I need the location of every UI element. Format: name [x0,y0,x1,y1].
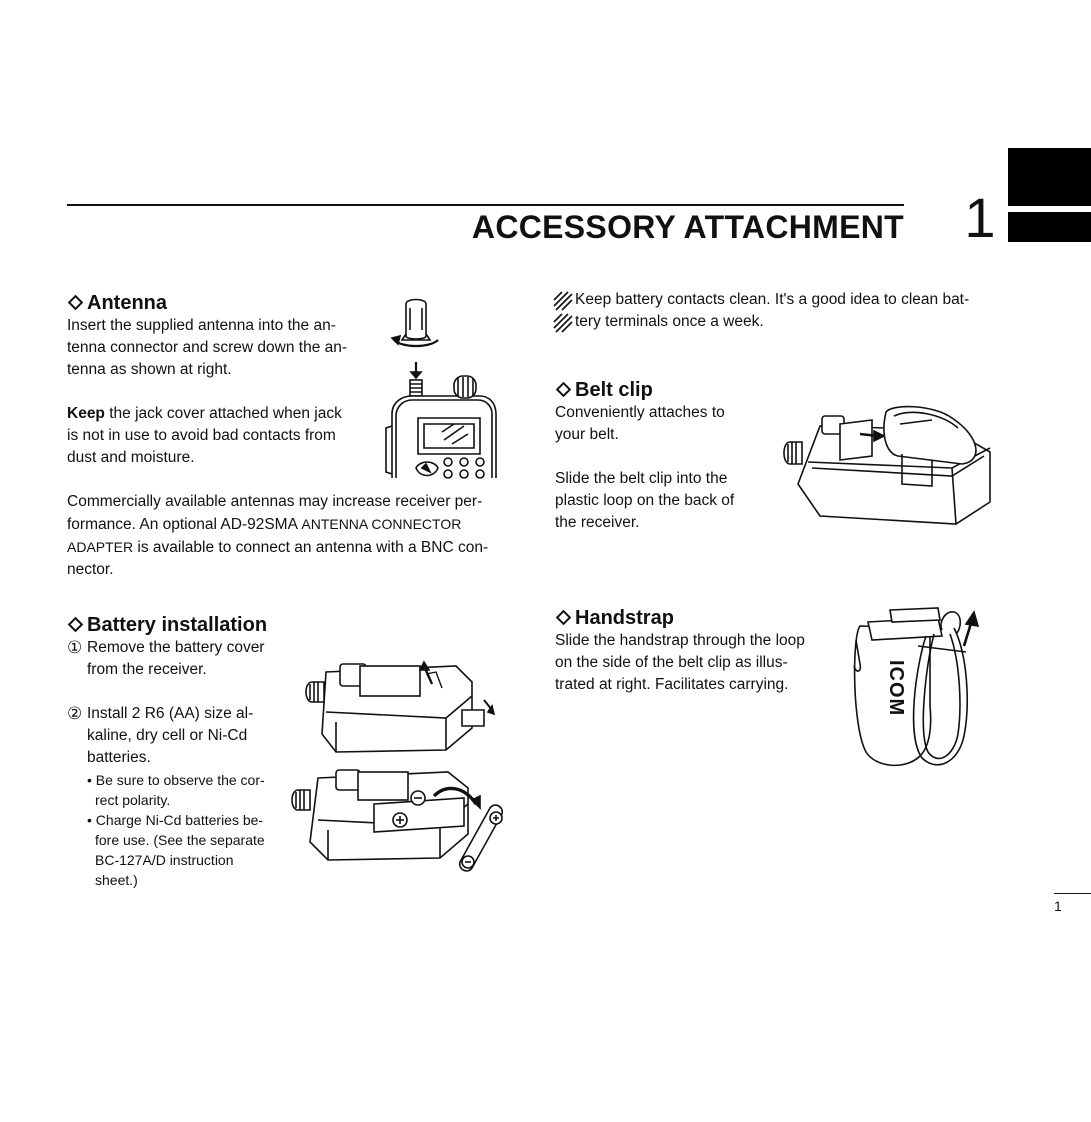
antenna-para-2: Keep the jack cover attached when jack is not in use to avoid bad contacts from dust and moisture. [67,405,342,466]
belt-clip-heading: Belt clip [555,378,653,402]
antenna-para-1: Insert the supplied antenna into the an- tenna connector and screw down the an- tenna as shown at right. [67,317,348,378]
diamond-bullet-icon [556,382,572,398]
battery-cover-removal-illustration [296,652,506,758]
antenna-heading: Antenna [67,291,167,315]
diamond-bullet-icon [68,617,84,633]
chapter-tab-block-lower [1008,212,1091,242]
diamond-bullet-icon [68,295,84,311]
antenna-illustration [382,296,502,486]
antenna-para-3: Commercially available antennas may increase receiver per- formance. An optional AD-92SMA ANTENNA CONNECTOR ADAPTER is available to connect an antenna with a BNC con- nector. [67,493,489,578]
step-number: ① [67,638,83,657]
battery-notes [87,770,277,890]
note-hatch-icon [554,292,574,332]
battery-insertion-illustration [288,764,513,874]
battery-heading: Battery installation [67,613,267,637]
battery-step-1: ① Remove the battery cover from the receiver. [67,638,265,678]
handstrap-heading: Handstrap [555,606,674,630]
list-item: • Charge Ni-Cd batteries be- fore use. (See the separate BC-127A/D instruction sheet.) [87,812,265,888]
chapter-tab-block [1008,148,1091,206]
list-item: • Be sure to observe the cor- rect polarity. [87,772,265,808]
handstrap-logo-text: ICOM [885,660,907,717]
page-title: ACCESSORY ATTACHMENT [471,209,904,245]
belt-clip-para-2: Slide the belt clip into the plastic loop on the back of the receiver. [555,470,735,531]
page-number: 1 [1054,898,1062,914]
battery-contacts-note: Keep battery contacts clean. It's a good idea to clean bat- tery terminals once a week. [575,291,970,330]
battery-step-2: ② Install 2 R6 (AA) size al- kaline, dry cell or Ni-Cd batteries. [67,704,254,766]
belt-clip-para-1: Conveniently attaches to your belt. [555,404,725,443]
diamond-bullet-icon [556,610,572,626]
belt-clip-illustration [782,404,994,528]
footer-rule [1054,893,1091,894]
chapter-number: 1 [964,186,996,249]
handstrap-illustration [846,606,988,772]
step-number: ② [67,704,83,723]
handstrap-para: Slide the handstrap through the loop on the side of the belt clip as illus- trated at right. Facilitates carrying. [555,632,805,693]
